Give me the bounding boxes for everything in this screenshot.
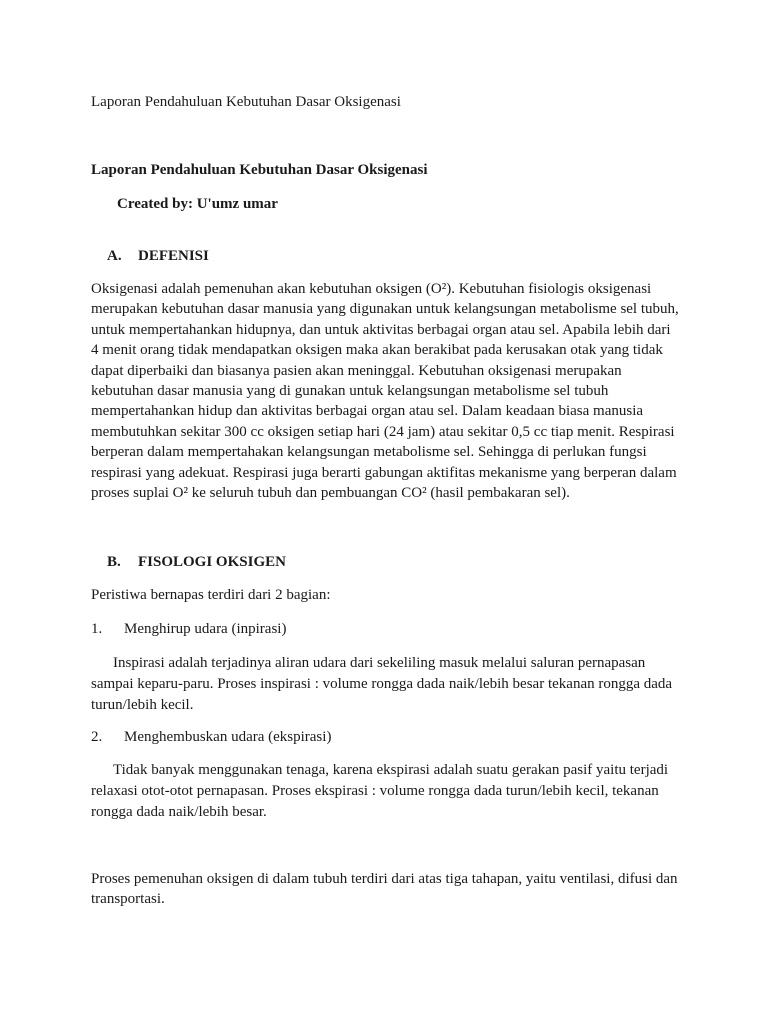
list-item-number: 2. [91,729,103,745]
list-item-number: 1. [91,621,103,637]
document-title: Laporan Pendahuluan Kebutuhan Dasar Oksigenasi [91,94,401,110]
section-a-title: DEFENISI [138,248,209,264]
document-heading: Laporan Pendahuluan Kebutuhan Dasar Oksigenasi [91,162,428,178]
section-b-letter: B. [107,554,121,570]
section-b-intro: Peristiwa bernapas terdiri dari 2 bagian: [91,587,331,603]
list-item-description: Inspirasi adalah terjadinya aliran udara dari sekeliling masuk melalui saluran pernapasan sampai keparu-paru. Proses inspirasi : volume rongga dada naik/lebih besar tekanan rongga dada turun/lebih kecil. [91,655,673,713]
section-a-body: Oksigenasi adalah pemenuhan akan kebutuhan oksigen (O²). Kebutuhan fisiologis oksigenasi merupakan kebutuhan dasar manusia yang digunakan untuk kelangsungan metabolisme sel tubuh, untuk mempertahankan hidupnya, dan untuk aktivitas berbagai organ atau sel. Apabila lebih dari 4 menit orang tidak mendapatkan oksigen maka akan berakibat pada kerusakan otak yang tidak dapat diperbaiki dan biasanya pasien akan meninggal. Kebutuhan oksigenasi merupakan kebutuhan dasar manusia yang di gunakan untuk kelangsungan metabolisme sel tubuh mempertahankan hidup dan aktivitas berbagai organ atau sel. Dalam keadaan biasa manusia membutuhkan sekitar 300 cc oksigen setiap hari (24 jam) atau sekitar 0,5 cc tiap menit. Respirasi berperan dalam mempertahakan kelangsungan metabolisme sel. Sehingga di perlukan fungsi respirasi yang adekuat. Respirasi juga berarti gabungan aktifitas mekanisme yang berperan dalam proses suplai O² ke seluruh tubuh dan pembuangan CO² (hasil pembakaran sel). [91,281,679,502]
list-item [91,619,286,639]
list-item-description: Tidak banyak menggunakan tenaga, karena ekspirasi adalah suatu gerakan pasif yaitu terjadi relaxasi otot-otot pernapasan. Proses ekspirasi : volume rongga dada turun/lebih kecil, tekanan rongga dada naik/lebih besar. [91,762,669,820]
closing-paragraph: Proses pemenuhan oksigen di dalam tubuh terdiri dari atas tiga tahapan, yaitu ventilasi, difusi dan transportasi. [91,871,678,908]
author-line: Created by: U'umz umar [117,196,278,212]
section-a-heading [107,246,209,266]
section-b-heading [107,552,286,572]
list-item [91,727,331,747]
section-b-title: FISOLOGI OKSIGEN [138,554,286,570]
list-item-label: Menghirup udara (inpirasi) [124,621,287,637]
list-item-label: Menghembuskan udara (ekspirasi) [124,729,332,745]
section-a-letter: A. [107,248,122,264]
